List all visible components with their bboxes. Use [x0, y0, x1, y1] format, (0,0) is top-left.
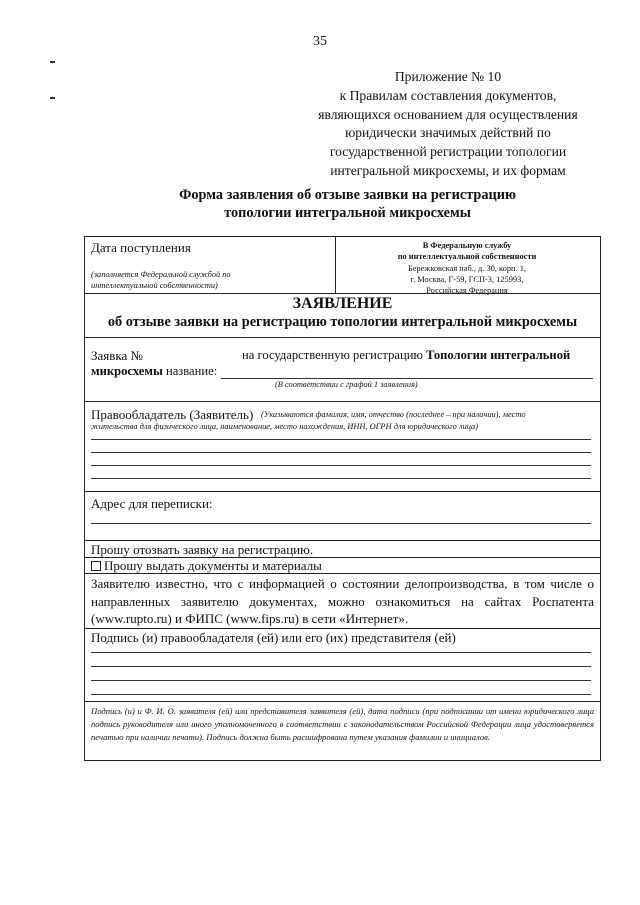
appendix-line: являющихся основанием для осуществления — [318, 106, 578, 122]
statement-title: ЗАЯВЛЕНИЕ — [292, 295, 393, 312]
addressee-line: г. Москва, Г-59, ГСП-3, 125993, — [410, 274, 524, 284]
page-number: 35 — [313, 34, 327, 49]
application-name-bold: микросхемы — [91, 364, 163, 378]
correspondence-field[interactable] — [91, 523, 591, 524]
info-paragraph: Заявителю известно, что с информацией о состоянии делопроизводства, в том числе о направленных заявителю документах, можно ознакомиться на сайтах Роспатента (www.rupto.ru) и ФИПС (www.fips.ru) в сети «Интернет». — [91, 576, 594, 626]
statement-subtitle: об отзыве заявки на регистрацию топологии интегральной микросхемы — [107, 314, 578, 330]
holder-field-line[interactable] — [91, 465, 591, 466]
application-purpose-text: на государственную регистрацию — [242, 348, 423, 362]
withdraw-request: Прошу отозвать заявку на регистрацию. — [91, 542, 314, 557]
application-name-label — [91, 364, 217, 379]
receipt-date-label: Дата поступления — [91, 240, 191, 255]
appendix-header — [298, 68, 598, 181]
signature-field-line[interactable] — [91, 680, 591, 681]
appendix-line: государственной регистрации топологии — [329, 144, 567, 160]
row-divider — [85, 540, 600, 541]
row-divider — [85, 701, 600, 702]
application-form — [84, 236, 601, 761]
signature-field-line[interactable] — [91, 666, 591, 667]
addressee-line: Бережковская наб., д. 30, корп. 1, — [408, 263, 526, 273]
application-name-text: название: — [162, 364, 218, 378]
return-documents-checkbox[interactable] — [91, 561, 101, 571]
receipt-note — [91, 269, 231, 291]
margin-mark — [50, 61, 55, 63]
form-title-line: топологии интегральной микросхемы — [224, 204, 471, 221]
appendix-line: юридически значимых действий по — [345, 125, 551, 141]
holder-hint-line2: жительства для физического лица, наименование, место нахождения, ИНН, ОГРН для юридического лица) — [91, 422, 479, 431]
row-divider — [85, 628, 600, 629]
row-divider — [85, 337, 600, 338]
return-documents-option[interactable] — [91, 558, 322, 574]
appendix-line: к Правилам составления документов, — [339, 87, 557, 103]
signature-field-line[interactable] — [91, 694, 591, 695]
receipt-note-line: интеллектуальной собственности) — [91, 281, 218, 290]
addressee-line: по интеллектуальной собственности — [397, 252, 537, 262]
header-divider — [335, 237, 336, 293]
margin-mark — [50, 97, 55, 99]
application-name-hint: (В соответствии с графой 1 заявления) — [275, 380, 418, 389]
application-purpose — [242, 348, 570, 363]
correspondence-label: Адрес для переписки: — [91, 496, 213, 511]
row-divider — [85, 491, 600, 492]
addressee-line: Российская Федерация — [426, 286, 508, 296]
row-divider — [85, 293, 600, 294]
holder-field-line[interactable] — [91, 439, 591, 440]
form-title-line: Форма заявления об отзыве заявки на регистрацию — [179, 187, 516, 203]
appendix-line: Приложение № 10 — [394, 69, 502, 84]
form-title — [60, 187, 635, 222]
row-divider — [85, 401, 600, 402]
holder-field-line[interactable] — [91, 478, 591, 479]
holder-label-text: Правообладатель (Заявитель) — [91, 407, 254, 422]
appendix-line: интегральной микросхемы, и их формам — [330, 162, 566, 178]
addressee-block — [341, 240, 593, 296]
holder-hint-line1: (Указываются фамилия, имя, отчество (последнее – при наличии), место — [261, 410, 526, 419]
signature-footnote: Подпись (и) и Ф. И. О. заявителя (ей) или представителя заявителя (ей), дата подписи (при подписании от имени юридического лица подпись руководителя или иного уполномоченного в соответствии с законодательством Российской Федерации лица удостоверяется печатью при наличии печати). Подпись должна быть расшифрована путем указания фамилии и инициалов. — [91, 706, 594, 742]
holder-field-line[interactable] — [91, 452, 591, 453]
return-documents-label: Прошу выдать документы и материалы — [104, 558, 322, 573]
signature-label: Подпись (и) правообладателя (ей) или его (их) представителя (ей) — [91, 630, 456, 645]
row-divider — [85, 573, 600, 574]
application-purpose-bold: Топологии интегральной — [426, 348, 571, 362]
signature-field-line[interactable] — [91, 652, 591, 653]
addressee-line: В Федеральную службу — [422, 241, 512, 250]
application-number-label: Заявка № — [91, 348, 143, 363]
receipt-note-line: (заполняется Федеральной службой по — [91, 270, 231, 279]
